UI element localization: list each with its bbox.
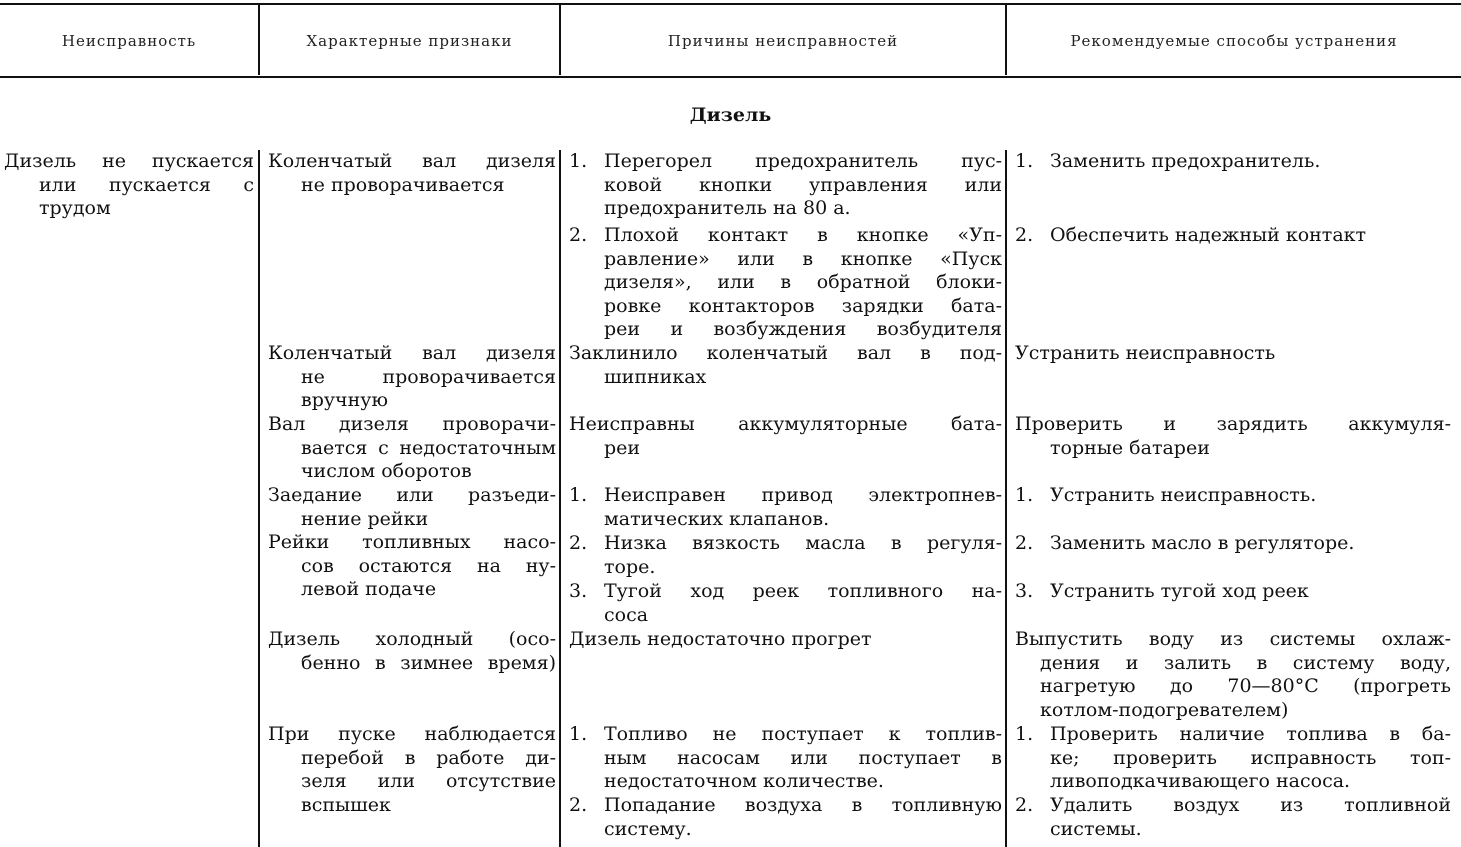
cause-line: матических клапанов.: [604, 507, 830, 530]
remedy-line: дения и залить в систему воду,: [1040, 651, 1451, 674]
symptom-line: левой подаче: [301, 578, 437, 600]
symptom-cell: [268, 628, 556, 675]
remedy-line: ливоподкачивающего насоса.: [1050, 770, 1351, 792]
header-fault: Неисправность: [61, 31, 197, 50]
symptom-line: вается с недостаточным: [301, 436, 556, 459]
symptom-line: вручную: [301, 389, 388, 411]
remedy-number: 1.: [1015, 150, 1034, 172]
remedy-number: 2.: [1015, 532, 1034, 554]
remedy-item: [1015, 723, 1451, 794]
cause-number: 2.: [569, 532, 588, 554]
symptom-cell: [268, 484, 556, 602]
cause-line: систему.: [604, 817, 692, 840]
symptom-cell: [268, 723, 556, 817]
cause-line: ровке контакторов зарядки бата-: [604, 294, 1002, 317]
remedy-line: торные батареи: [1050, 436, 1210, 459]
cause-number: 1.: [569, 723, 588, 745]
cause-number: 2.: [569, 794, 588, 816]
remedy-line: Устранить тугой ход реек: [1050, 580, 1309, 602]
remedy-item: [1015, 580, 1451, 604]
remedy-item: [1015, 794, 1451, 841]
cause-line: Низка вязкость масла в регуля-: [604, 532, 1002, 554]
remedy-cell: [1015, 150, 1451, 248]
cause-line: Заклинило коленчатый вал в под-: [569, 342, 1002, 364]
remedy-line: Обеспечить надежный контакт: [1050, 224, 1367, 246]
cause-line: ным насосам или поступает в: [604, 746, 1002, 769]
cause-line: Неисправны аккумуляторные бата-: [569, 413, 1002, 435]
cause-line: Дизель недостаточно прогрет: [569, 628, 872, 650]
fault-line: трудом: [39, 197, 111, 219]
cause-line: соса: [604, 603, 649, 626]
remedy-cell: [1015, 484, 1451, 604]
fault-cell: [4, 150, 254, 221]
cause-number: 2.: [569, 224, 588, 246]
cause-line: недостаточном количестве.: [604, 770, 884, 792]
symptom-line: не проворачивается: [301, 365, 556, 388]
symptom-line: не проворачивается: [301, 173, 505, 196]
cause-item: [569, 224, 1002, 342]
symptom-line: зеля или отсутствие: [301, 770, 556, 792]
header-causes: Причины неисправностей: [667, 31, 899, 50]
symptom-line: сов остаются на ну-: [301, 554, 556, 577]
symptom-line: нение рейки: [301, 507, 429, 530]
remedy-line: Заменить масло в регуляторе.: [1050, 532, 1355, 554]
cause-cell: [569, 150, 1002, 342]
symptom-line: вспышек: [301, 793, 391, 816]
remedy-cell: [1015, 628, 1451, 722]
symptom-cell: [268, 413, 556, 484]
remedy-line: нагретую до 70—80°С (прогреть: [1040, 675, 1451, 697]
remedy-line: Заменить предохранитель.: [1050, 150, 1321, 172]
remedy-line: Удалить воздух из топливной: [1050, 794, 1451, 816]
remedy-cell: [1015, 723, 1451, 841]
symptom-cell: [268, 150, 556, 197]
remedy-number: 1.: [1015, 484, 1034, 506]
cause-line: Топливо не поступает к топлив-: [604, 723, 1002, 745]
symptom-line: Коленчатый вал дизеля: [268, 150, 556, 172]
remedy-item: [1015, 150, 1451, 224]
symptom-line: Рейки топливных насо-: [268, 531, 556, 553]
cause-line: Тугой ход реек топливного на-: [604, 580, 1002, 602]
cause-cell: [569, 342, 1002, 389]
symptom-cell: [268, 342, 556, 413]
cause-line: шипниках: [604, 365, 707, 388]
cause-line: Плохой контакт в кнопке «Уп-: [604, 224, 1002, 246]
cause-line: торе.: [604, 555, 656, 578]
header-rule: [0, 76, 1461, 78]
symptom-line: Заедание или разъеди-: [268, 484, 556, 506]
cause-item: [569, 484, 1002, 532]
symptom-line: бенно в зимнее время): [301, 651, 556, 674]
remedy-item: [1015, 484, 1451, 532]
cause-number: 1.: [569, 150, 588, 172]
remedy-number: 1.: [1015, 723, 1034, 745]
column-divider-3: [1005, 150, 1007, 847]
cause-line: равление» или в кнопке «Пуск: [604, 247, 1002, 270]
section-title: Дизель: [689, 104, 772, 126]
cause-item: [569, 532, 1002, 580]
remedy-line: Проверить и зарядить аккумуля-: [1015, 413, 1451, 435]
cause-number: 1.: [569, 484, 588, 506]
cause-line: реи и возбуждения возбудителя: [604, 318, 1002, 340]
cause-item: [569, 723, 1002, 794]
column-divider-1: [258, 150, 260, 847]
remedy-cell: [1015, 413, 1451, 460]
cause-cell: [569, 723, 1002, 841]
cause-line: предохранитель на 80 а.: [604, 197, 851, 219]
symptom-line: перебой в работе ди-: [301, 746, 556, 769]
remedy-line: системы.: [1050, 817, 1142, 840]
symptom-line: Коленчатый вал дизеля: [268, 342, 556, 364]
cause-line: дизеля», или в обратной блоки-: [604, 271, 1002, 293]
column-divider-2: [559, 150, 561, 847]
remedy-number: 2.: [1015, 224, 1034, 246]
fault-line: или пускается с: [39, 173, 254, 196]
symptom-line: Вал дизеля проворачи-: [268, 413, 556, 435]
cause-cell: [569, 484, 1002, 627]
cause-item: [569, 150, 1002, 221]
cause-number: 3.: [569, 580, 588, 602]
cause-cell: [569, 413, 1002, 460]
remedy-line: Выпустить воду из системы охлаж-: [1015, 628, 1451, 650]
remedy-line: котлом-подогревателем): [1040, 698, 1289, 721]
remedy-line: Устранить неисправность.: [1050, 484, 1317, 506]
header-symptoms: Характерные признаки: [306, 31, 513, 50]
fault-line: Дизель не пускается: [4, 150, 254, 172]
remedy-item: [1015, 532, 1451, 580]
cause-item: [569, 794, 1002, 841]
remedy-cell: [1015, 342, 1451, 366]
cause-item: [569, 580, 1002, 627]
cause-cell: [569, 628, 1002, 652]
header-remedies: Рекомендуемые способы устранения: [1070, 31, 1398, 50]
remedy-line: Устранить неисправность: [1015, 342, 1276, 364]
remedy-number: 2.: [1015, 794, 1034, 816]
symptom-line: числом оборотов: [301, 460, 472, 482]
cause-line: Перегорел предохранитель пус-: [604, 150, 1002, 172]
remedy-line: Проверить наличие топлива в ба-: [1050, 723, 1451, 745]
cause-line: Попадание воздуха в топливную: [604, 794, 1002, 816]
remedy-line: ке; проверить исправность топ-: [1050, 746, 1451, 769]
remedy-number: 3.: [1015, 580, 1034, 602]
symptom-line: При пуске наблюдается: [268, 723, 556, 745]
cause-line: ковой кнопки управления или: [604, 173, 1002, 196]
cause-line: Неисправен привод электропнев-: [604, 484, 1002, 506]
remedy-item: [1015, 224, 1451, 248]
symptom-line: Дизель холодный (осо-: [268, 628, 556, 650]
cause-line: реи: [604, 436, 641, 459]
